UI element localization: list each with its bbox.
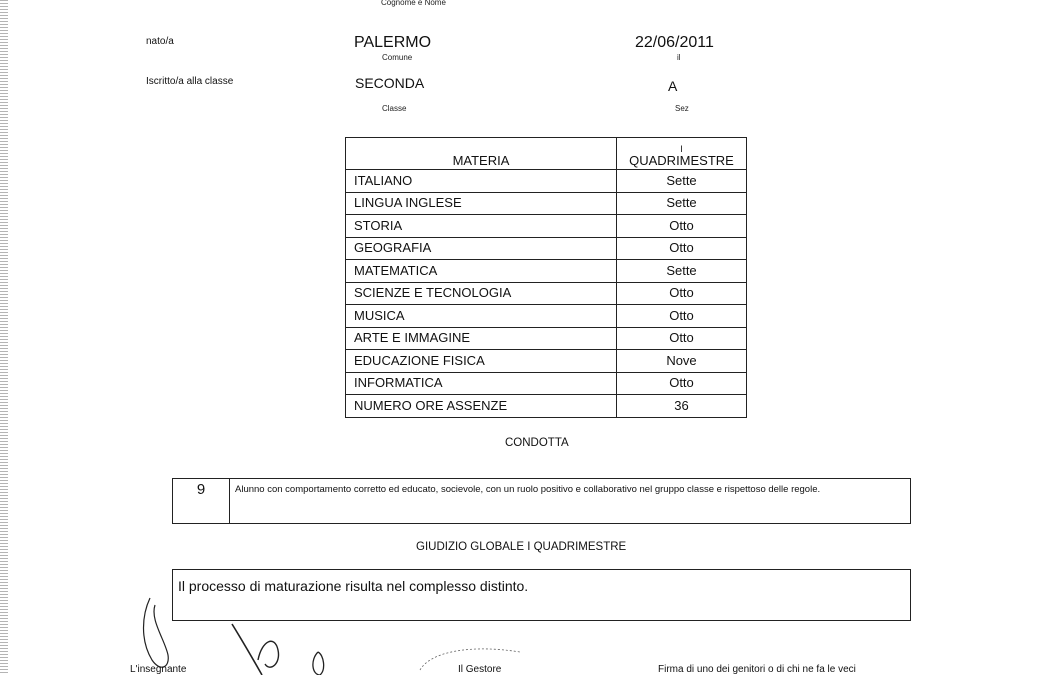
subject-cell: MATEMATICA [346,260,617,283]
subject-cell: MUSICA [346,305,617,328]
sez-value: A [668,78,678,94]
insegnante-label: L'insegnante [130,664,187,675]
giudizio-title: GIUDIZIO GLOBALE I QUADRIMESTRE [416,541,627,553]
subject-cell: EDUCAZIONE FISICA [346,350,617,373]
grade-cell: Otto [617,282,747,305]
cognome-nome-caption: Cognome e Nome [381,0,446,7]
grade-cell: Sette [617,260,747,283]
subject-cell: SCIENZE E TECNOLOGIA [346,282,617,305]
comune-value: PALERMO [354,34,432,51]
condotta-text: Alunno con comportamento corretto ed educato, socievole, con un ruolo positivo e collaborativo nel gruppo classe e rispettoso delle regole. [235,484,821,495]
nato-label: nato/a [146,36,174,47]
gestore-label: Il Gestore [458,664,502,675]
signature-stroke-a [232,624,262,675]
subject-cell: STORIA [346,215,617,238]
grade-cell: Nove [617,350,747,373]
giudizio-text: Il processo di maturazione risulta nel complesso distinto. [178,578,529,594]
signature-stroke-c [313,652,324,675]
header-quadrimestre-label: QUADRIMESTRE [629,153,734,168]
grade-cell: Otto [617,327,747,350]
subject-cell: GEOGRAFIA [346,237,617,260]
absences-value: 36 [617,395,747,418]
classe-caption: Classe [382,104,407,113]
iscritto-label: Iscritto/a alla classe [146,76,234,87]
insegnante-signature-stroke [144,598,169,667]
firma-genitore-label: Firma di uno dei genitori o di chi ne fa le veci [658,664,856,675]
comune-caption: Comune [382,53,413,62]
header-materia: MATERIA [346,138,617,170]
grade-cell: Otto [617,237,747,260]
birth-date-value: 22/06/2011 [635,34,714,51]
grade-cell: Sette [617,192,747,215]
grade-cell: Otto [617,215,747,238]
subject-cell: INFORMATICA [346,372,617,395]
subject-cell: ITALIANO [346,170,617,193]
classe-value: SECONDA [355,75,425,91]
condotta-score: 9 [173,479,230,523]
subject-cell: ARTE E IMMAGINE [346,327,617,350]
grade-cell: Otto [617,305,747,328]
absences-label: NUMERO ORE ASSENZE [346,395,617,418]
condotta-title: CONDOTTA [505,437,569,449]
grade-cell: Sette [617,170,747,193]
date-caption: il [677,53,681,62]
sez-caption: Sez [675,104,689,113]
signature-stroke-b [258,641,279,667]
subject-cell: LINGUA INGLESE [346,192,617,215]
grade-cell: Otto [617,372,747,395]
header-quadrimestre-num: I [680,144,683,154]
